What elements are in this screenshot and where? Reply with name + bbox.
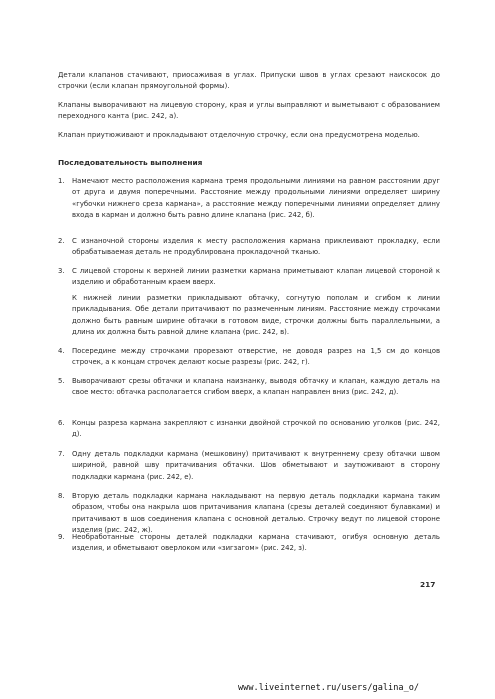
step-2	[58, 236, 440, 259]
step-number: 2.	[58, 237, 65, 245]
step-text: Необработанные стороны деталей подкладки кармана стачивают, огибуя основную деталь изделия, и обметывают оверлоком или «зигзагом» (рис. 242, з).	[72, 533, 440, 553]
step-number: 7.	[58, 450, 65, 458]
step-6	[58, 418, 440, 441]
step-number: 1.	[58, 177, 65, 185]
footer-url: www.liveinternet.ru/users/galina_o/	[238, 683, 420, 693]
step-text: Выворачивают срезы обтачки и клапана наизнанку, выводя обтачку и клапан, каждую деталь на свое место: обтачка располагается сгибом вверх, а клапан направлен вниз (рис. 242, д).	[72, 377, 440, 397]
intro-paragraph-1: Детали клапанов стачивают, приосаживая в углах. Припуски швов в углах срезают наискосок до строчки (если клапан прямоугольной формы).	[58, 71, 440, 91]
step-3	[58, 266, 440, 289]
step-5	[58, 376, 440, 399]
step-text: Концы разреза кармана закрепляют с изнанки двойной строчкой по основанию уголков (рис. 242, д).	[72, 419, 440, 439]
step-text: С изнаночной стороны изделия к месту расположения кармана приклеивают прокладку, если обрабатываемая деталь не продублирована прокладочной тканью.	[72, 237, 440, 257]
step-text: Вторую деталь подкладки кармана накладывают на первую деталь подкладки кармана таким образом, чтобы она накрыла шов притачивания клапана (срезы деталей соединяют булавками) и притачивают в шов соединения клапана с основной деталью. Строчку ведут по лицевой стороне изделия (рис. 242, ж).	[72, 492, 440, 534]
step-7	[58, 449, 440, 483]
step-text: С лицевой стороны к верхней линии разметки кармана приметывают клапан лицевой стороной к изделию и обработанным краем вверх.	[72, 267, 440, 287]
step-text: Посередине между строчками прорезают отверстие, не доводя разрез на 1,5 см до концов строчек, а к концам строчек делают косые разрезы (рис. 242, г).	[72, 347, 440, 367]
intro-paragraph-2: Клапаны выворачивают на лицевую сторону, края и углы выправляют и выметывают с образованием переходного канта (рис. 242, а).	[58, 101, 440, 121]
step-number: 8.	[58, 492, 65, 500]
page-number: 217	[420, 580, 436, 589]
step-number: 5.	[58, 377, 65, 385]
step-number: 6.	[58, 419, 65, 427]
intro-paragraph-3: Клапан приутюживают и прокладывают отделочную строчку, если она предусмотрена моделью.	[58, 131, 420, 139]
step-number: 4.	[58, 347, 65, 355]
step-text: К нижней линии разметки прикладывают обтачку, согнутую пополам и сгибом к линии прикладывания. Обе детали притачивают по размеченным линиям. Расстояние между строчками должно быть равным ширине обтачки в готовом виде, строчки должны быть параллельными, а длина их должна быть равной длине клапана (рис. 242, в).	[72, 294, 440, 336]
step-8	[58, 491, 440, 536]
step-text: Одну деталь подкладки кармана (мешковину) притачивают к внутреннему срезу обтачки швом шириной, равной шву притачивания обтачки. Шов обметывают и заутюживают в сторону подкладки кармана (рис. 242, е).	[72, 450, 440, 481]
step-number: 3.	[58, 267, 65, 275]
step-number: 9.	[58, 533, 65, 541]
step-1	[58, 176, 440, 221]
step-text: Намечают место расположения кармана тремя продольными линиями на равном расстоянии друг от друга и двумя поперечными. Расстояние между продольными линиями определяет ширину «губочки нижнего среза кармана», а расстояние между поперечными линиями определяет длину входа в карман и должно быть равно длине клапана (рис. 242, б).	[72, 177, 440, 219]
step-3-continuation	[58, 293, 440, 338]
section-heading: Последовательность выполнения	[58, 158, 203, 167]
step-9	[58, 532, 440, 555]
step-4	[58, 346, 440, 369]
